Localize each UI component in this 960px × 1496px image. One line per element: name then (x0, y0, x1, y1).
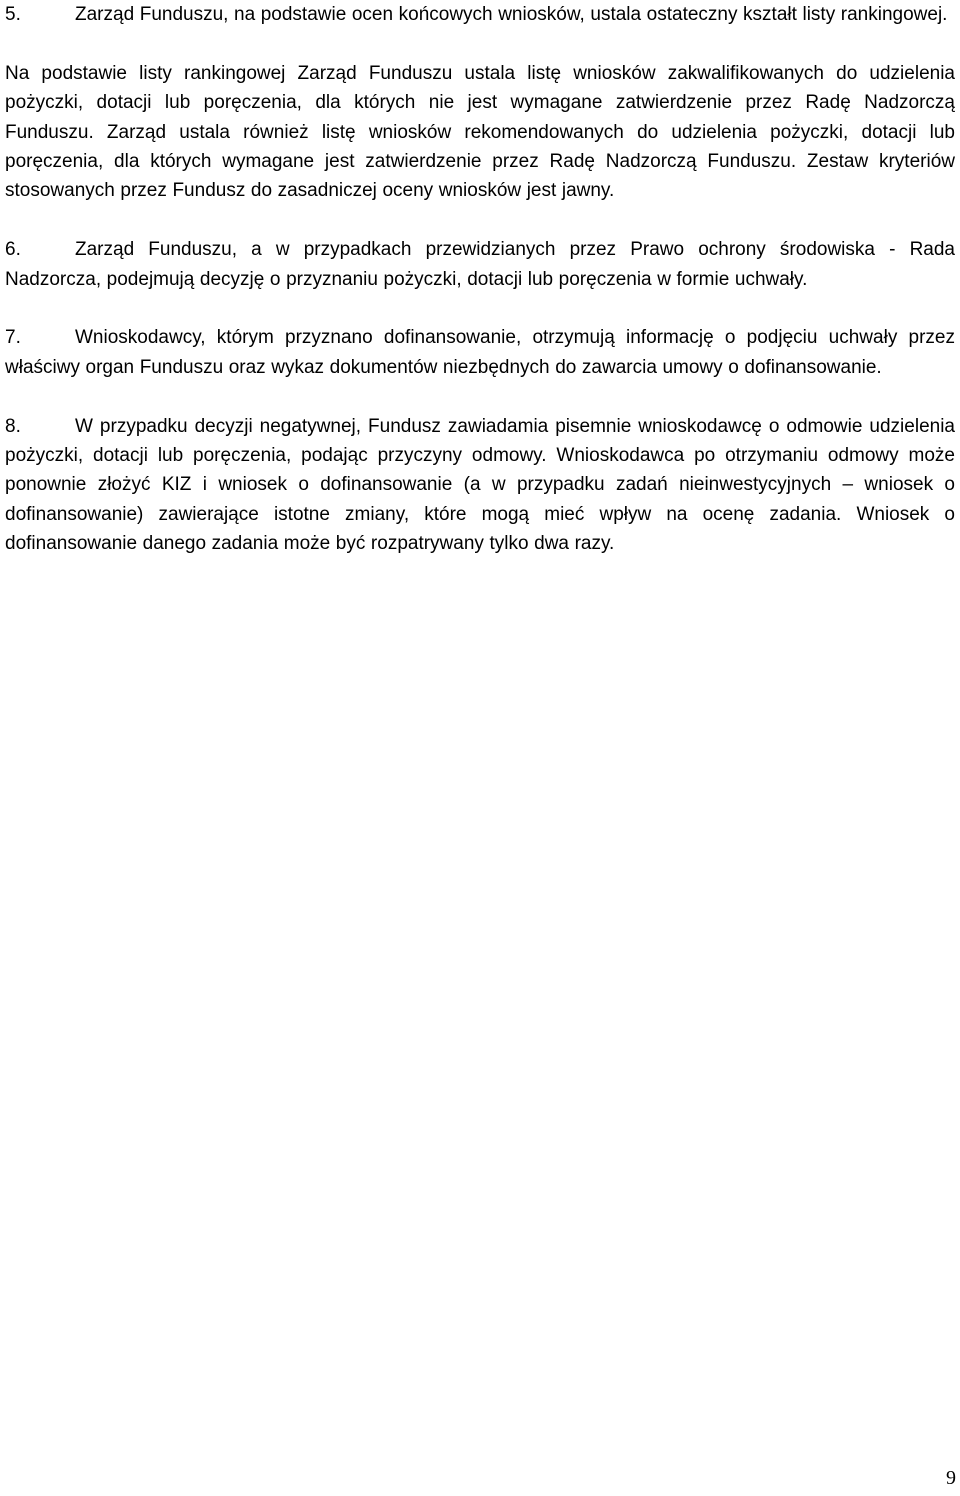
paragraph-text: Zarząd Funduszu, na podstawie ocen końcowych wniosków, ustala ostateczny kształt listy rankingowej. (75, 4, 948, 25)
page-number: 9 (946, 1467, 956, 1489)
paragraph-text: Na podstawie listy rankingowej Zarząd Funduszu ustala listę wniosków zakwalifikowanych do udzielenia pożyczki, dotacji lub poręczenia, dla których nie jest wymagane zatwierdzenie przez Radę Nadzorczą Funduszu. Zarząd ustala również listę wniosków rekomendowanych do udzielenia pożyczki, dotacji lub poręczenia, dla których wymagane jest zatwierdzenie przez Radę Nadzorczą Funduszu. Zestaw kryteriów stosowanych przez Fundusz do zasadniczej oceny wniosków jest jawny. (5, 62, 955, 202)
paragraph-number: 6. (5, 239, 21, 261)
paragraph-text: Zarząd Funduszu, a w przypadkach przewidzianych przez Prawo ochrony środowiska - Rada Nadzorcza, podejmują decyzję o przyznaniu pożyczki, dotacji lub poręczenia w formie uchwały. (5, 239, 955, 290)
paragraph-number: 5. (5, 4, 21, 25)
paragraph-5 (5, 0, 955, 29)
document-body (5, 0, 955, 588)
paragraph-8 (5, 412, 955, 559)
paragraph-5-continuation (5, 59, 955, 206)
paragraph-7 (5, 323, 955, 382)
paragraph-6 (5, 235, 955, 294)
paragraph-text: W przypadku decyzji negatywnej, Fundusz zawiadamia pisemnie wnioskodawcę o odmowie udzielenia pożyczki, dotacji lub poręczenia, podając przyczyny odmowy. Wnioskodawca po otrzymaniu odmowy może ponownie złożyć KIZ i wniosek o dofinansowanie (a w przypadku zadań nieinwestycyjnych – wniosek o dofinansowanie) zawierające istotne zmiany, które mogą mieć wpływ na ocenę zadania. Wniosek o dofinansowanie danego zadania może być rozpatrywany tylko dwa razy. (5, 415, 955, 555)
paragraph-number: 7. (5, 327, 21, 349)
paragraph-number: 8. (5, 415, 21, 437)
paragraph-text: Wnioskodawcy, którym przyznano dofinansowanie, otrzymują informację o podjęciu uchwały przez właściwy organ Funduszu oraz wykaz dokumentów niezbędnych do zawarcia umowy o dofinansowanie. (5, 327, 955, 378)
